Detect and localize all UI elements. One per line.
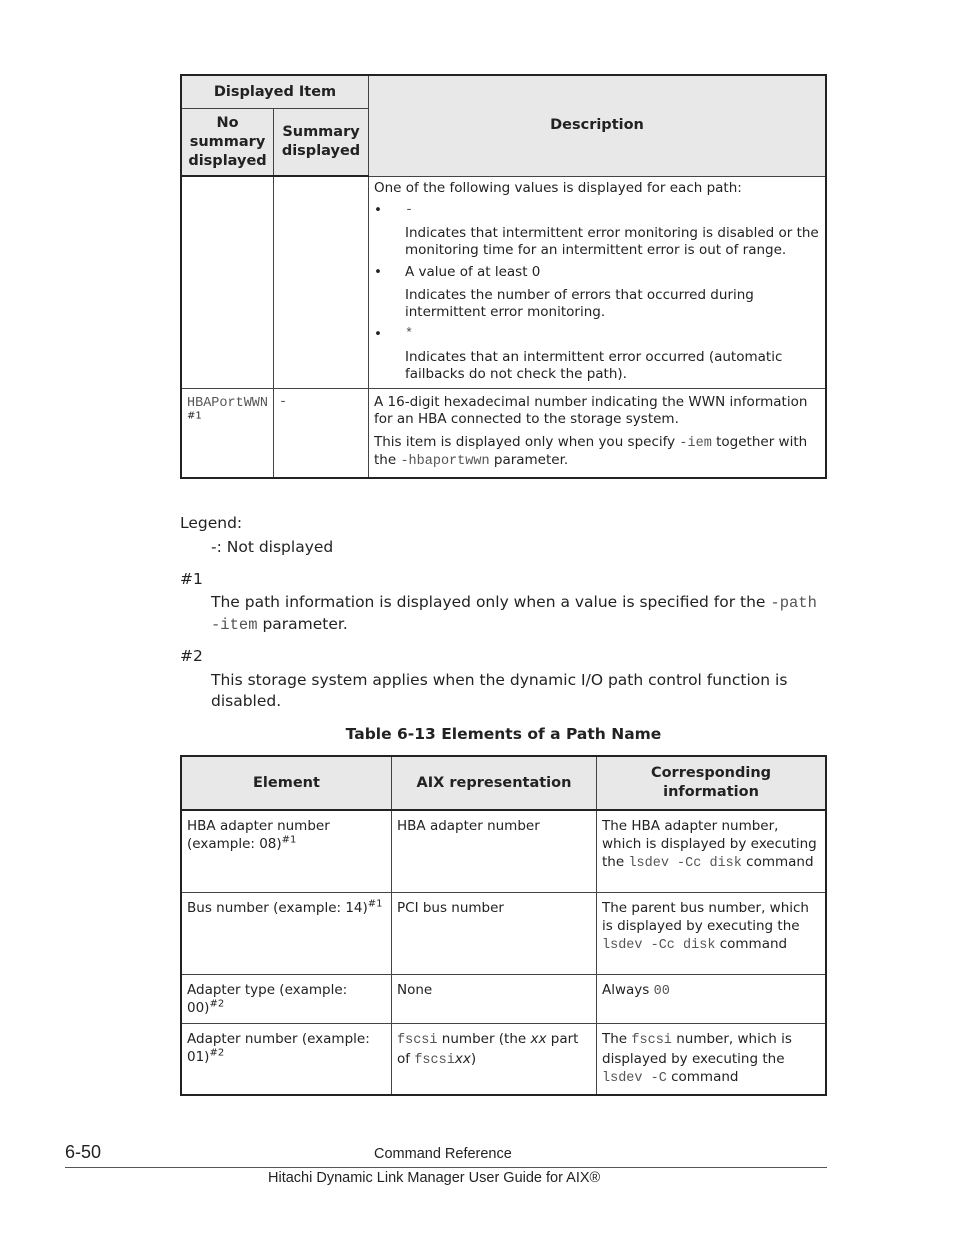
- footnote-ref: #1: [187, 410, 202, 421]
- code-fscsi: fscsi: [631, 1032, 672, 1048]
- legend-item: -: Not displayed: [211, 538, 334, 556]
- header-description: Description: [369, 75, 827, 176]
- header-aix-representation: AIX representation: [392, 756, 597, 810]
- cell-aix: None: [392, 974, 597, 1023]
- text-part: ): [470, 1050, 477, 1067]
- element-text: HBA adapter number (example: 08): [187, 818, 330, 852]
- cell-aix: HBA adapter number: [392, 810, 597, 892]
- text-part: part of: [397, 1030, 579, 1067]
- text-part: Always: [602, 981, 654, 998]
- cell-no-summary: [181, 176, 274, 388]
- description-text: A 16-digit hexadecimal number indicating the WWN information for an HBA connected to the storage system.: [374, 393, 808, 427]
- table-row: [181, 176, 826, 388]
- table-row: [181, 810, 826, 892]
- note-1-text: [211, 592, 831, 636]
- value-text: • -: [405, 202, 414, 218]
- footer-section: Command Reference: [374, 1146, 512, 1162]
- text-part: command: [741, 854, 814, 870]
- note-2-text: This storage system applies when the dynamic I/O path control function is disabled.: [211, 671, 788, 710]
- cell-info: [597, 810, 827, 892]
- cell-description: [369, 388, 827, 478]
- displayed-items-table: [180, 74, 827, 479]
- text-part: The parent bus number, which is displayed by executing the: [602, 899, 809, 934]
- cell-aix: [392, 1023, 597, 1095]
- cell-aix: PCI bus number: [392, 892, 597, 974]
- cell-description: [369, 176, 827, 388]
- table-row: [181, 892, 826, 974]
- text-part: command: [666, 1068, 739, 1085]
- element-text: Adapter type (example: 00): [187, 981, 348, 1016]
- path-name-elements-table: [180, 755, 827, 1096]
- note-1-label: #1: [180, 570, 203, 588]
- text-part: parameter.: [257, 615, 348, 633]
- code-lsdev: lsdev -Cc disk: [602, 937, 716, 953]
- cell-info: [597, 974, 827, 1023]
- list-item: [374, 264, 820, 321]
- code-00: 00: [653, 983, 670, 999]
- value-list: [374, 202, 820, 383]
- text-part: number (the: [437, 1030, 531, 1047]
- value-text: • *: [405, 326, 414, 342]
- text-part: The HBA adapter number, which is displayed by executing the: [602, 818, 817, 870]
- text-part: The path information is displayed only when a value is specified for the: [211, 593, 771, 611]
- footnote-ref: #2: [209, 998, 225, 1009]
- header-corresponding-info: Corresponding information: [597, 756, 827, 810]
- text-part: This item is displayed only when you specify: [374, 433, 680, 450]
- text-part: number, which is displayed by executing the: [602, 1030, 792, 1067]
- footer-book-title: Hitachi Dynamic Link Manager User Guide for AIX®: [268, 1170, 601, 1186]
- cell-element: [181, 892, 392, 974]
- code-lsdev: lsdev -C: [602, 1070, 667, 1086]
- text-part: xx: [454, 1050, 471, 1067]
- list-item: [374, 326, 820, 383]
- list-item: [374, 202, 820, 259]
- element-text: Bus number (example: 14): [187, 899, 368, 916]
- text-part: command: [715, 935, 788, 952]
- header-no-summary: No summary displayed: [181, 109, 274, 177]
- code-iem: -iem: [679, 435, 712, 451]
- cell-info: [597, 1023, 827, 1095]
- text-part: parameter.: [489, 451, 569, 468]
- note-2-label: #2: [180, 647, 203, 665]
- code-lsdev: lsdev -Cc disk: [628, 856, 742, 871]
- table-row: [181, 388, 826, 478]
- cell-summary: -: [274, 388, 369, 478]
- description-intro: One of the following values is displayed for each path:: [374, 179, 742, 196]
- page-number: 6-50: [65, 1142, 102, 1162]
- item-code: HBAPortWWN: [187, 395, 269, 411]
- value-text: • A value of at least 0: [405, 263, 541, 280]
- description-text: [374, 434, 820, 470]
- code-hbaportwwn: -hbaportwwn: [400, 453, 490, 469]
- footnote-ref: #1: [367, 898, 383, 909]
- value-desc: Indicates that an intermittent error occurred (automatic failbacks do not check the path).: [405, 348, 783, 382]
- table-row: [181, 974, 826, 1023]
- text-part: together with the: [374, 433, 808, 468]
- legend-label: Legend:: [180, 514, 243, 532]
- value-desc: Indicates that intermittent error monitoring is disabled or the monitoring time for an intermittent error is out of range.: [405, 224, 819, 258]
- header-displayed-item: Displayed Item: [181, 75, 369, 109]
- text-part: The: [602, 1030, 632, 1047]
- footnote-ref: #1: [281, 834, 297, 846]
- cell-element: [181, 974, 392, 1023]
- code-path-item: -path -item: [211, 594, 817, 634]
- cell-element: [181, 810, 392, 892]
- cell-no-summary: [181, 388, 274, 478]
- footnote-ref: #2: [209, 1047, 225, 1058]
- header-summary: Summary displayed: [274, 109, 369, 177]
- code-fscsi: fscsi: [397, 1032, 438, 1048]
- cell-info: [597, 892, 827, 974]
- table-caption: Table 6-13 Elements of a Path Name: [345, 725, 662, 743]
- code-fscsi: fscsi: [414, 1052, 455, 1068]
- footer-divider: [65, 1167, 827, 1168]
- table-row: [181, 1023, 826, 1095]
- value-desc: Indicates the number of errors that occurred during intermittent error monitoring.: [405, 286, 754, 320]
- text-part: xx: [530, 1030, 547, 1047]
- header-element: Element: [181, 756, 392, 810]
- cell-summary: [274, 176, 369, 388]
- element-text: Adapter number (example: 01): [187, 1030, 370, 1065]
- cell-element: [181, 1023, 392, 1095]
